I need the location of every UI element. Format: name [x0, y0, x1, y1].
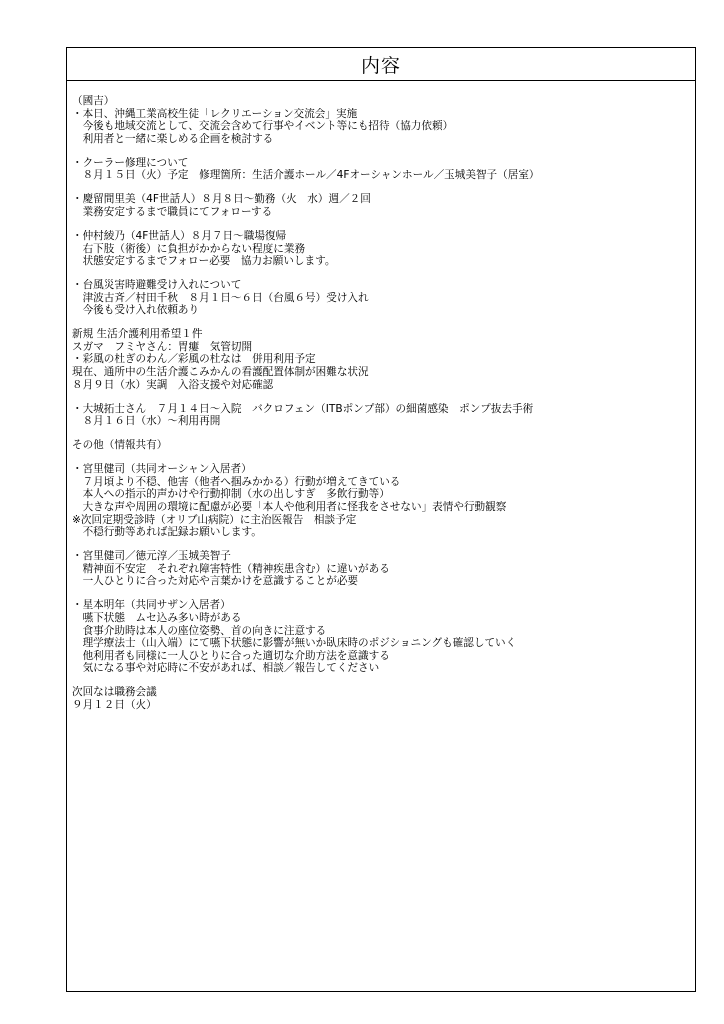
note-paragraph — [72, 230, 691, 268]
note-line: ８月９日（水）実調 入浴支援や対応確認 — [72, 378, 274, 391]
meeting-notes-body — [72, 95, 691, 711]
note-line: 本人への指示的声かけや行動抑制（水の出しすぎ 多飲行動等） — [72, 488, 390, 501]
note-paragraph — [72, 193, 691, 218]
note-line: ・星本明年（共同サザン入居者） — [72, 599, 231, 612]
note-paragraph — [72, 403, 691, 428]
note-line: その他（情報共有） — [72, 439, 168, 452]
note-line: ・慶留間里美（4F世話人）８月８日～勤務（火 水）週／２回 — [72, 193, 371, 206]
note-line: ７月頃より不穏、他害（他者へ掴みかかる）行動が増えてきている — [72, 475, 401, 488]
note-paragraph — [72, 550, 691, 588]
note-line: ・大城拓士さん ７月１４日～入院 バクロフェン（ITBポンプ部）の細菌感染 ポンプ抜去手術 — [72, 402, 534, 415]
note-paragraph — [72, 328, 691, 391]
note-line: 津波古斉／村田千秋 ８月１日～６日（台風６号）受け入れ — [72, 291, 369, 304]
note-line: 気になる事や対応時に不安があれば、相談／報告してください — [72, 662, 380, 675]
note-line: 大きな声や周囲の環境に配慮が必要「本人や他利用者に怪我をさせない」表情や行動観察 — [72, 500, 507, 513]
note-line: ・クーラー修理について — [72, 156, 189, 169]
note-line: 一人ひとりに合った対応や言葉かけを意識することが必要 — [72, 575, 359, 588]
paragraph-gap — [72, 539, 691, 550]
note-line: ８月１５日（火）予定 修理箇所：生活介護ホール／4Fオーシャンホール／玉城美智子（居室） — [72, 169, 540, 182]
note-line: 理学療法士（山入端）にて嚥下状態に影響が無いか臥床時のポジショニングも確認していく — [72, 637, 517, 650]
header-bar — [67, 48, 695, 81]
paragraph-gap — [72, 391, 691, 402]
page-title: 内容 — [360, 54, 401, 77]
paragraph-gap — [72, 675, 691, 686]
paragraph-gap — [72, 588, 691, 599]
paragraph-gap — [72, 145, 691, 156]
note-paragraph — [72, 279, 691, 317]
note-line: 現在、通所中の生活介護こみかんの看護配置体制が困難な状況 — [72, 366, 369, 379]
document-frame — [66, 47, 696, 992]
note-line: ９月１２日（火） — [72, 698, 157, 711]
note-line: （國吉） — [72, 95, 115, 107]
note-paragraph — [72, 463, 691, 539]
note-line: 業務安定するまで職員にてフォローする — [72, 205, 273, 218]
note-line: ・台風災害時避難受け入れについて — [72, 279, 242, 292]
note-paragraph — [72, 599, 691, 675]
note-line: ※次回定期受診時（オリブ山病院）に主治医報告 相談予定 — [72, 513, 357, 526]
note-line: ８月１６日（水）～利用再開 — [72, 415, 221, 428]
paragraph-gap — [72, 428, 691, 439]
note-paragraph — [72, 686, 691, 711]
note-line: ・仲村綾乃（4F世話人）８月７日～職場復帰 — [72, 229, 287, 242]
note-line: 状態安定するまでフォロー必要 協力お願いします。 — [72, 255, 336, 268]
note-line: 嚥下状態 ムセ込み多い時がある — [72, 611, 242, 624]
note-line: 不穏行動等あれば記録お願いします。 — [72, 526, 262, 539]
paragraph-gap — [72, 268, 691, 279]
note-line: ・宮里健司／徳元淳／玉城美智子 — [72, 550, 231, 563]
note-line: 利用者と一緒に楽しめる企画を検討する — [72, 132, 274, 145]
note-paragraph — [72, 95, 691, 145]
note-line: 今後も地域交流として、交流会含めて行事やイベント等にも招待（協力依頼） — [72, 120, 454, 133]
note-line: 新規 生活介護利用希望１件 — [72, 328, 203, 341]
note-line: ・宮里健司（共同オーシャン入居者） — [72, 463, 252, 476]
note-paragraph — [72, 439, 691, 452]
note-line: 他利用者も同様に一人ひとりに合った適切な介助方法を意識する — [72, 649, 390, 662]
note-line: 食事介助時は本人の座位姿勢、首の向きに注意する — [72, 624, 327, 637]
paragraph-gap — [72, 219, 691, 230]
note-line: 右下肢（術後）に負担がかからない程度に業務 — [72, 242, 306, 255]
note-paragraph — [72, 157, 691, 182]
paragraph-gap — [72, 317, 691, 328]
note-line: ・本日、沖縄工業高校生徒「レクリエーション交流会」実施 — [72, 107, 358, 120]
paragraph-gap — [72, 182, 691, 193]
paragraph-gap — [72, 452, 691, 463]
note-line: ・彩風の杜ぎのわん／彩風の杜なは 併用利用予定 — [72, 353, 316, 366]
note-line: 精神面不安定 それぞれ障害特性（精神疾患含む）に違いがある — [72, 562, 390, 575]
note-line: スガマ フミヤさん：胃瘻 気管切開 — [72, 340, 253, 353]
note-line: 今後も受け入れ依頼あり — [72, 304, 200, 317]
note-line: 次回なは職務会議 — [72, 686, 157, 699]
